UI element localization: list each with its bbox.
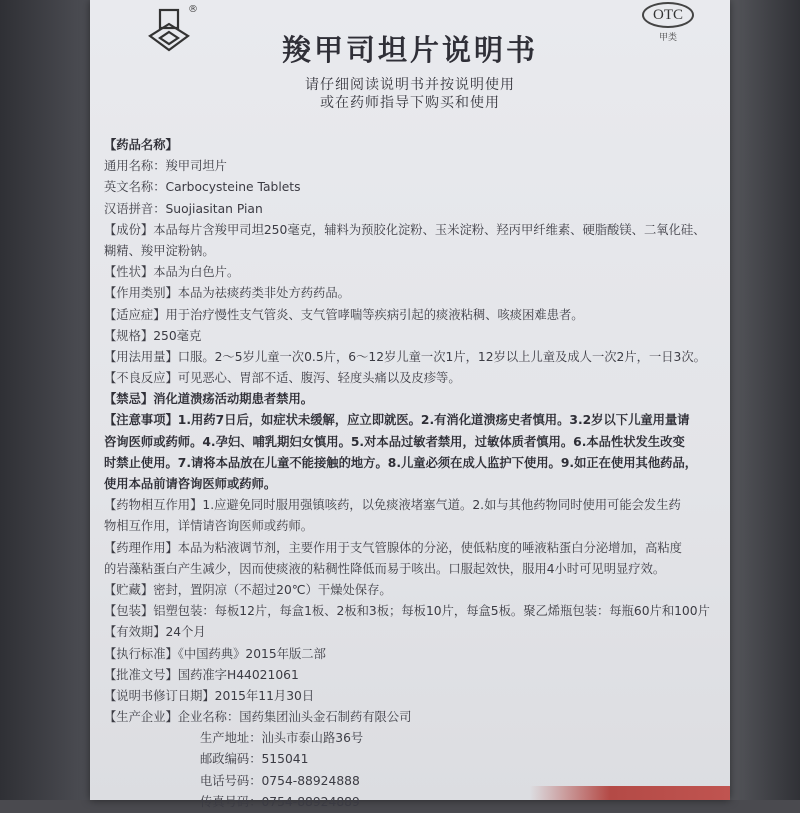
background-right-edge [730, 0, 800, 800]
english-name-line: 英文名称：Carbocysteine Tablets [104, 180, 301, 195]
background-left-edge [0, 0, 90, 800]
otc-label: OTC [642, 2, 694, 28]
adverse-reactions-line: 【不良反应】可见恶心、胃部不适、腹泻、轻度头痛以及皮疹等。 [104, 371, 461, 386]
shelf-life-line: 【有效期】24个月 [104, 625, 206, 640]
interactions-line-1: 【药物相互作用】1.应避免同时服用强镇咳药，以免痰液堵塞气道。2.如与其他药物同时使用可能会发生药 [104, 498, 681, 513]
address-line: 生产地址：汕头市泰山路36号 [200, 731, 364, 746]
manufacturer-line: 【生产企业】企业名称：国药集团汕头金石制药有限公司 [104, 710, 412, 725]
precautions-line-1: 【注意事项】1.用药7日后，如症状未缓解，应立即就医。2.有消化道溃疡史者慎用。3.2岁以下儿童用量请 [104, 413, 690, 428]
indications-line: 【适应症】用于治疗慢性支气管炎、支气管哮喘等疾病引起的痰液粘稠、咳痰困难患者。 [104, 307, 584, 322]
pinyin-name-line: 汉语拼音：Suojiasitan Pian [104, 201, 263, 216]
appearance-line: 【性状】本品为白色片。 [104, 265, 240, 280]
postcode-line: 邮政编码：515041 [200, 752, 309, 767]
page-title: 羧甲司坦片说明书 [281, 33, 538, 67]
specification-line: 【规格】250毫克 [104, 328, 202, 343]
storage-line: 【贮藏】密封，置阴凉（不超过20℃）干燥处保存。 [104, 582, 392, 597]
fax-line: 传真号码：0754-88924889 [200, 794, 360, 809]
subtitle-line-1: 请仔细阅读说明书并按说明使用 [305, 77, 515, 93]
contraindications-line: 【禁忌】消化道溃疡活动期患者禁用。 [104, 392, 314, 407]
section-drug-name-heading: 【药品名称】 [104, 138, 178, 152]
otc-class: 甲类 [658, 33, 677, 43]
phone-line: 电话号码：0754-88924888 [200, 773, 360, 788]
standard-line: 【执行标准】《中国药典》2015年版二部 [104, 646, 326, 661]
approval-number-line: 【批准文号】国药准字H44021061 [104, 667, 299, 682]
precautions-line-3: 时禁止使用。7.请将本品放在儿童不能接触的地方。8.儿童必须在成人监护下使用。9.如正在使用其他药品， [104, 455, 698, 470]
category-line: 【作用类别】本品为祛痰药类非处方药药品。 [104, 286, 350, 301]
bottom-red-strip [530, 786, 730, 800]
ingredients-line-1: 【成份】本品每片含羧甲司坦250毫克，辅料为预胶化淀粉、玉米淀粉、羟丙甲纤维素、硬脂酸镁、二氧化硅、 [104, 222, 706, 237]
dosage-line: 【用法用量】口服。2～5岁儿童一次0.5片，6～12岁儿童一次1片，12岁以上儿童及成人一次2片，一日3次。 [104, 349, 706, 364]
packaging-line: 【包装】铝塑包装：每板12片，每盒1板、2板和3板；每板10片，每盒5板。聚乙烯瓶包装：每瓶60片和100片 [104, 604, 710, 619]
subtitle-line-2: 或在药师指导下购买和使用 [320, 95, 500, 111]
ingredients-line-2: 糊精、羧甲淀粉钠。 [104, 243, 215, 258]
revision-date-line: 【说明书修订日期】2015年11月30日 [104, 688, 315, 703]
precautions-line-4: 使用本品前请咨询医师或药师。 [104, 477, 277, 491]
generic-name-line: 通用名称：羧甲司坦片 [104, 159, 227, 174]
leaflet-paper [90, 0, 730, 809]
leaflet-body [104, 135, 724, 813]
pharmacology-line-1: 【药理作用】本品为粘液调节剂，主要作用于支气管腺体的分泌，使低粘度的唾液粘蛋白分泌增加，高粘度 [104, 540, 682, 555]
pharmacology-line-2: 的岩藻粘蛋白产生减少，因而使痰液的粘稠性降低而易于咳出。口服起效快，服用4小时可见明显疗效。 [104, 561, 666, 576]
precautions-line-2: 咨询医师或药师。4.孕妇、哺乳期妇女慎用。5.对本品过敏者禁用，过敏体质者慎用。6.本品性状发生改变 [104, 434, 685, 449]
registered-mark: ® [188, 4, 198, 15]
interactions-line-2: 物相互作用，详情请咨询医师或药师。 [104, 519, 314, 534]
